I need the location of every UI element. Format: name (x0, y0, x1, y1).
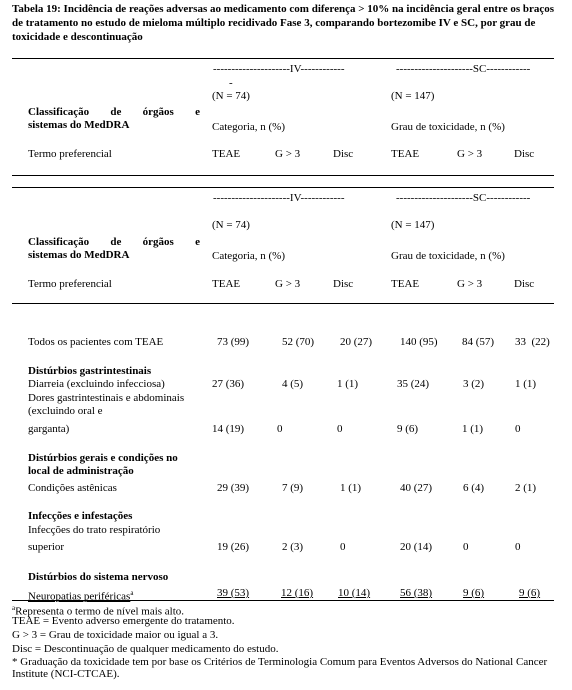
n-iv-2: (N = 74) (212, 219, 250, 231)
neuro-label-text: Neuropatias periféricas (28, 590, 131, 603)
cell: 1 (1) (515, 378, 537, 390)
row-pain-label-1: Dores gastrintestinais e abdominais (28, 392, 185, 404)
section-infections: Infecções e infestações (28, 510, 133, 522)
table-title: Tabela 19: Incidência de reações adversas ao medicamento com diferença > 10% na incidência geral entre os braços de tratamento no estudo de mieloma múltiplo recidivado Fase 3, comparando bortezomibe IV e SC, por grau de toxicidade e descontinuação (12, 3, 555, 43)
category-sc-2: Grau de toxicidade, n (%) (391, 250, 505, 262)
cell: 3 (2) (463, 378, 485, 390)
cell: 2 (3) (282, 541, 304, 553)
footnote-g3: G > 3 = Grau de toxicidade maior ou igual a 3. (12, 629, 219, 641)
col-g3-sc: G > 3 (457, 148, 483, 160)
cell: 29 (39) (217, 482, 250, 494)
class-header-line1-2: Classificação de órgãos e (28, 236, 200, 248)
col-disc-sc: Disc (514, 148, 535, 160)
cell: 0 (340, 541, 346, 553)
col-teae-sc: TEAE (391, 148, 420, 160)
rule-top (12, 58, 554, 59)
row-resp-label-2: superior (28, 541, 65, 553)
cell: 9 (6) (463, 587, 485, 599)
cell: 14 (19) (212, 423, 245, 435)
footnote-nci: * Graduação da toxicidade tem por base os Critérios de Terminologia Comum para Eventos Adversos do National Cancer Institute (NCI-CTCAE). (12, 656, 548, 680)
section-nervous: Distúrbios do sistema nervoso (28, 571, 169, 583)
col-g3-sc-2: G > 3 (457, 278, 483, 290)
footnote-a-sup: a (12, 604, 16, 612)
cell: 0 (515, 541, 521, 553)
term-header: Termo preferencial (28, 148, 112, 160)
row-all-label: Todos os pacientes com TEAE (28, 336, 164, 348)
rule-mid-2 (12, 187, 554, 188)
cell: 7 (9) (282, 482, 304, 494)
section-gi: Distúrbios gastrintestinais (28, 365, 152, 377)
cell: 1 (1) (462, 423, 484, 435)
cell: 6 (4) (463, 482, 485, 494)
iv-banner: ---------------------IV------------ (213, 63, 345, 75)
cell: 9 (6) (519, 587, 541, 599)
col-disc-sc-2: Disc (514, 278, 535, 290)
n-sc: (N = 147) (391, 90, 435, 102)
cell: 2 (1) (515, 482, 537, 494)
col-g3-iv: G > 3 (275, 148, 301, 160)
class-header-line2-2: sistemas do MedDRA (28, 249, 130, 261)
footnote-a-text: Representa o termo de nível mais alto. (15, 605, 185, 618)
neuro-sup: a (130, 589, 134, 597)
rule-body-top (12, 303, 554, 304)
class-header-line1: Classificação de órgãos e (28, 106, 200, 118)
cell: 0 (463, 541, 469, 553)
col-teae-iv-2: TEAE (212, 278, 241, 290)
cell: 0 (277, 423, 283, 435)
cell: 0 (515, 423, 521, 435)
row-diarrhea-label: Diarreia (excluindo infecciosa) (28, 378, 165, 390)
cell: 35 (24) (397, 378, 430, 390)
col-disc-iv-2: Disc (333, 278, 354, 290)
col-teae-iv: TEAE (212, 148, 241, 160)
category-sc: Grau de toxicidade, n (%) (391, 121, 505, 133)
cell: 27 (36) (212, 378, 245, 390)
category-iv: Categoria, n (%) (212, 121, 285, 133)
cell: 19 (26) (217, 541, 250, 553)
col-teae-sc-2: TEAE (391, 278, 420, 290)
rule-mid-1 (12, 175, 554, 176)
sc-banner-2: ---------------------SC------------ (396, 192, 531, 204)
sc-banner: ---------------------SC------------ (396, 63, 531, 75)
n-iv: (N = 74) (212, 90, 250, 102)
term-header-2: Termo preferencial (28, 278, 112, 290)
row-pain-label-3: garganta) (28, 423, 70, 435)
section-general-2: local de administração (28, 465, 134, 477)
cell: 39 (53) (217, 587, 250, 599)
cell: 52 (70) (282, 336, 315, 348)
row-asthenic-label: Condições astênicas (28, 482, 117, 494)
cell: 84 (57) (462, 336, 495, 348)
cell: 40 (27) (400, 482, 433, 494)
cell: 1 (1) (340, 482, 362, 494)
footnote-disc: Disc = Descontinuação de qualquer medicamento do estudo. (12, 643, 279, 655)
cell: 1 (1) (337, 378, 359, 390)
class-header-line2: sistemas do MedDRA (28, 119, 130, 131)
iv-banner-2: ---------------------IV------------ (213, 192, 345, 204)
col-disc-iv: Disc (333, 148, 354, 160)
cell: 10 (14) (338, 587, 371, 599)
dash-mark: - (229, 77, 233, 89)
cell: 73 (99) (217, 336, 250, 348)
cell: 12 (16) (281, 587, 314, 599)
cell: 20 (14) (400, 541, 433, 553)
row-resp-label-1: Infecções do trato respiratório (28, 524, 161, 536)
cell: 0 (337, 423, 343, 435)
footnote-teae: TEAE = Evento adverso emergente do tratamento. (12, 615, 235, 627)
cell: 9 (6) (397, 423, 419, 435)
rule-bottom (12, 600, 554, 601)
n-sc-2: (N = 147) (391, 219, 435, 231)
category-iv-2: Categoria, n (%) (212, 250, 285, 262)
row-pain-label-2: (excluindo oral e (28, 405, 103, 417)
col-g3-iv-2: G > 3 (275, 278, 301, 290)
cell: 140 (95) (400, 336, 438, 348)
section-general-1: Distúrbios gerais e condições no (28, 452, 178, 464)
cell: 56 (38) (400, 587, 433, 599)
cell: 20 (27) (340, 336, 373, 348)
cell: 4 (5) (282, 378, 304, 390)
cell: 33 (22) (515, 336, 550, 348)
